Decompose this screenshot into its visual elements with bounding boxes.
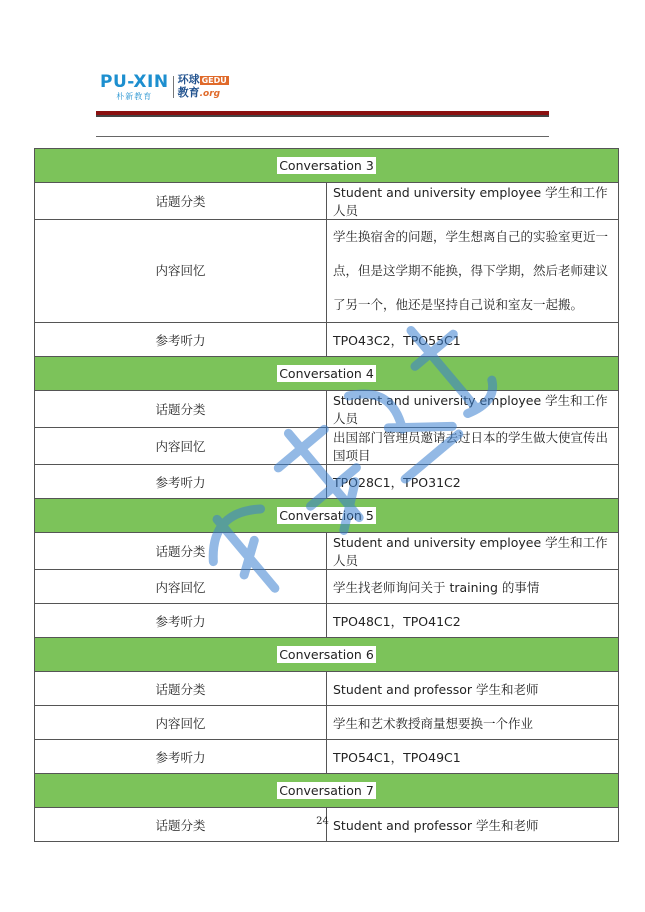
row-label: 内容回忆 (35, 428, 327, 465)
conversation-title: Conversation 6 (279, 647, 374, 662)
header-rule-thin (96, 136, 549, 137)
row-label: 话题分类 (35, 533, 327, 570)
table-row (35, 604, 619, 638)
table-row (35, 465, 619, 499)
row-value: Student and university employee 学生和工作人员 (327, 183, 619, 220)
row-value: TPO48C1，TPO41C2 (327, 604, 619, 638)
row-label: 参考听力 (35, 323, 327, 357)
table-row (35, 323, 619, 357)
watermark-text: 朴新教育 (140, 270, 144, 271)
logo-brand: PU-XIN (100, 72, 169, 92)
row-value: Student and professor 学生和老师 (327, 808, 619, 842)
row-value: 学生和艺术教授商量想要换一个作业 (327, 706, 619, 740)
conversation-header-cell (35, 774, 619, 808)
conversation-title: Conversation 5 (279, 508, 374, 523)
row-value: 学生换宿舍的问题，学生想离自己的实验室更近一点，但是这学期不能换，得下学期，然后老师建议了另一个，他还是坚持自己说和室友一起搬。 (327, 220, 619, 323)
conversation-header-row (35, 774, 619, 808)
row-label: 话题分类 (35, 391, 327, 428)
row-value: TPO43C2，TPO55C1 (327, 323, 619, 357)
conversation-header-row (35, 149, 619, 183)
row-value: 出国部门管理员邀请去过日本的学生做大使宣传出国项目 (327, 428, 619, 465)
table-row (35, 570, 619, 604)
conversation-header-row (35, 638, 619, 672)
row-value: 学生找老师询问关于 training 的事情 (327, 570, 619, 604)
conversation-title: Conversation 3 (279, 158, 374, 173)
conversation-header-row (35, 499, 619, 533)
row-label: 参考听力 (35, 465, 327, 499)
conversation-header-cell (35, 638, 619, 672)
logo-partner-tag: GEDU (201, 76, 227, 85)
logo-partner: 环球 (177, 73, 200, 86)
row-value: Student and university employee 学生和工作人员 (327, 391, 619, 428)
row-label: 话题分类 (35, 672, 327, 706)
logo-partner-cn: 教育 (177, 86, 200, 99)
table-row (35, 672, 619, 706)
logo-brand-cn: 朴新教育 (116, 92, 153, 101)
row-label: 话题分类 (35, 808, 327, 842)
row-label: 内容回忆 (35, 220, 327, 323)
row-value: TPO54C1，TPO49C1 (327, 740, 619, 774)
row-label: 参考听力 (35, 604, 327, 638)
conversation-header-cell (35, 149, 619, 183)
logo-divider (173, 76, 174, 98)
conversation-header-row (35, 357, 619, 391)
puxin-logo (100, 72, 169, 102)
row-label: 内容回忆 (35, 706, 327, 740)
conversation-title: Conversation 4 (279, 366, 374, 381)
header-rule-dark (96, 115, 549, 117)
row-label: 内容回忆 (35, 570, 327, 604)
header-logo (100, 73, 229, 101)
logo-partner-org: .org (199, 89, 221, 99)
conversation-table (34, 148, 619, 842)
table-row (35, 706, 619, 740)
row-label: 参考听力 (35, 740, 327, 774)
page-number: 24 (316, 816, 329, 827)
row-value: Student and professor 学生和老师 (327, 672, 619, 706)
table-row (35, 428, 619, 465)
row-value: TPO28C1，TPO31C2 (327, 465, 619, 499)
table-row (35, 183, 619, 220)
gedu-logo (178, 74, 229, 100)
table-row (35, 220, 619, 323)
row-label: 话题分类 (35, 183, 327, 220)
conversation-title: Conversation 7 (279, 783, 374, 798)
table-row (35, 391, 619, 428)
table-row (35, 533, 619, 570)
conversation-header-cell (35, 499, 619, 533)
row-value: Student and university employee 学生和工作人员 (327, 533, 619, 570)
table-row (35, 740, 619, 774)
conversation-header-cell (35, 357, 619, 391)
